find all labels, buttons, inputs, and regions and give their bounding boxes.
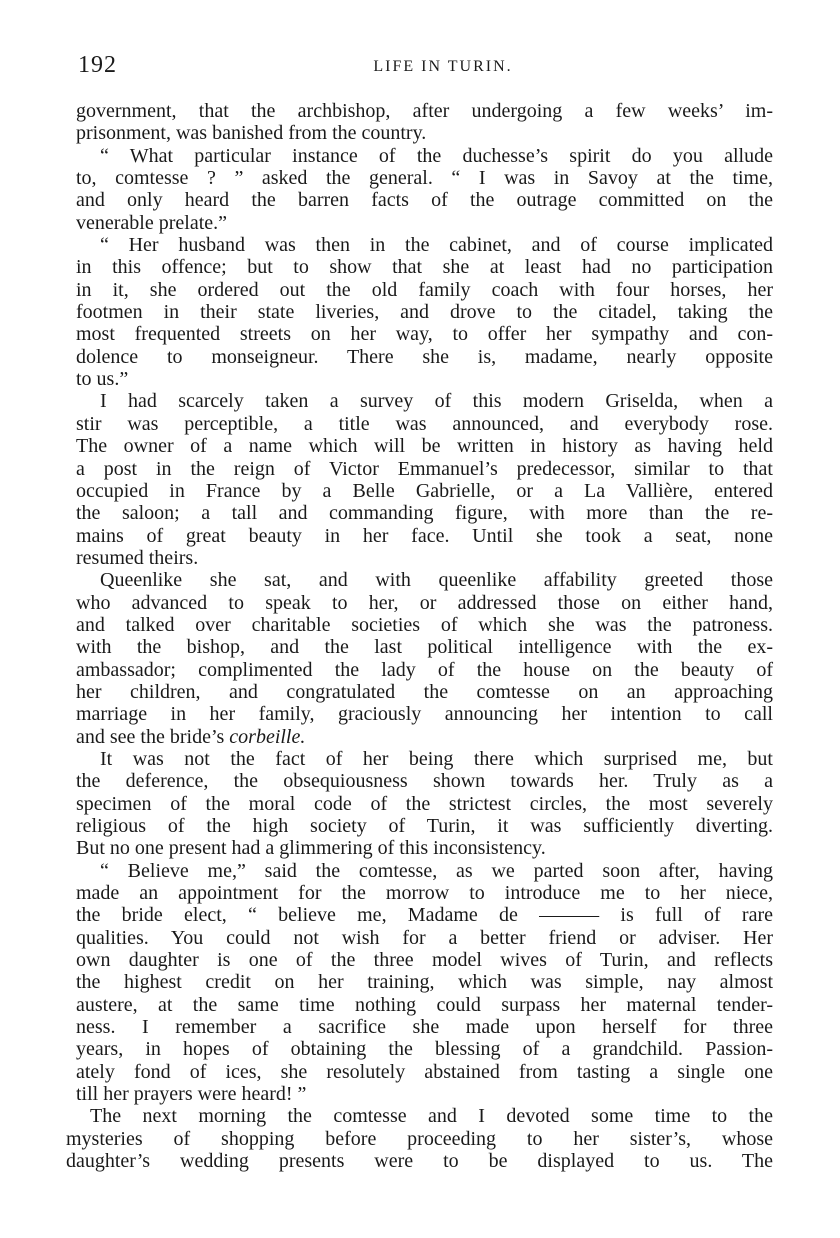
text-line: [76, 145, 773, 167]
text-line-content: occupied in France by a Belle Gabrielle, or a La Vallière, entered: [76, 479, 773, 502]
text-line: [76, 390, 773, 412]
text-line-content: and see the bride’s: [76, 725, 230, 748]
text-line-content: government, that the archbishop, after undergoing a few weeks’ im-: [76, 100, 773, 122]
text-line-content: Queenlike she sat, and with queenlike affability greeted those: [100, 569, 773, 592]
text-line-content: stir was perceptible, a title was announced, and everybody rose.: [76, 412, 773, 435]
text-line: [76, 189, 773, 211]
text-line-content: and talked over charitable societies of which she was the patroness.: [76, 613, 773, 636]
text-line: [76, 860, 773, 882]
text-line: [76, 458, 773, 480]
text-line: [76, 1061, 773, 1083]
text-line: [76, 904, 773, 926]
italic-word: corbeille.: [229, 725, 306, 748]
page-header: [78, 52, 778, 82]
text-line-content: own daughter is one of the three model wives of Turin, and reflects: [76, 949, 773, 972]
text-line-content: I had scarcely taken a survey of this modern Griselda, when a: [100, 390, 773, 413]
text-line-content: resumed theirs.: [76, 546, 199, 569]
text-line-content: till her prayers were heard! ”: [76, 1083, 307, 1106]
text-line: [76, 480, 773, 502]
text-line: [66, 1128, 773, 1150]
text-line: [66, 1105, 773, 1127]
text-line: [76, 815, 773, 837]
text-line-content: to us.”: [76, 368, 129, 391]
page-number: 192: [78, 52, 117, 78]
text-line-content: austere, at the same time nothing could surpass her maternal tender-: [76, 993, 773, 1016]
text-line: [76, 770, 773, 792]
text-line-content: daughter’s wedding presents were to be displayed to us. The: [66, 1150, 773, 1173]
text-line: [76, 122, 773, 144]
text-line-content: and only heard the barren facts of the outrage committed on the: [76, 189, 773, 212]
text-line-content: a post in the reign of Victor Emmanuel’s predecessor, similar to that: [76, 457, 773, 480]
text-line-content: religious of the high society of Turin, it was sufficiently diverting.: [76, 815, 773, 837]
text-line-content: with the bishop, and the last political intelligence with the ex-: [76, 636, 773, 659]
text-line-content: ness. I remember a sacrifice she made upon herself for three: [76, 1016, 773, 1039]
text-line-content: her children, and congratulated the comtesse on an approaching: [76, 680, 773, 703]
text-line-content: qualities. You could not wish for a better friend or adviser. Her: [76, 926, 773, 949]
text-line: [76, 100, 773, 122]
text-line: [76, 703, 773, 725]
text-line-content: But no one present had a glimmering of this inconsistency.: [76, 837, 546, 860]
text-line: [76, 301, 773, 323]
text-line-content: who advanced to speak to her, or addressed those on either hand,: [76, 591, 773, 614]
text-line: [76, 1038, 773, 1060]
text-line: [76, 994, 773, 1016]
text-line-content: the highest credit on her training, which was simple, nay almost: [76, 971, 773, 994]
text-line-content: made an appointment for the morrow to introduce me to her niece,: [76, 882, 773, 905]
text-line: [76, 971, 773, 993]
text-line: [76, 256, 773, 278]
text-line: [76, 592, 773, 614]
text-line-content: prisonment, was banished from the country.: [76, 122, 427, 145]
text-line-content: mains of great beauty in her face. Until she took a seat, none: [76, 524, 773, 547]
text-line-content: years, in hopes of obtaining the blessing of a grandchild. Passion-: [76, 1038, 773, 1061]
text-line-content: “ What particular instance of the duchesse’s spirit do you allude: [100, 144, 773, 167]
text-line: [76, 525, 773, 547]
text-line-content: dolence to monseigneur. There she is, madame, nearly opposite: [76, 345, 773, 368]
text-line-content: specimen of the moral code of the strictest circles, the most severely: [76, 792, 773, 815]
text-line-content: in it, she ordered out the old family coach with four horses, her: [76, 278, 773, 301]
text-line: [76, 681, 773, 703]
text-line-content: The next morning the comtesse and I devoted some time to the: [90, 1105, 773, 1128]
text-line: [76, 502, 773, 524]
running-head: LIFE IN TURIN.: [373, 58, 513, 75]
text-line-content: the deference, the obsequiousness shown towards her. Truly as a: [76, 770, 773, 793]
text-line: [66, 1150, 773, 1172]
text-line: [76, 1016, 773, 1038]
text-line: [76, 167, 773, 189]
text-line: [76, 368, 773, 390]
text-line: [76, 636, 773, 658]
text-line-content: mysteries of shopping before proceeding to her sister’s, whose: [66, 1127, 773, 1150]
text-line: [76, 547, 773, 569]
text-line: [76, 346, 773, 368]
text-line: [76, 614, 773, 636]
text-line-content: ambassador; complimented the lady of the house on the beauty of: [76, 658, 773, 681]
text-line-content: in this offence; but to show that she at least had no participation: [76, 256, 773, 279]
text-line: [76, 435, 773, 457]
text-line: [76, 234, 773, 256]
text-line-content: ately fond of ices, she resolutely abstained from tasting a single one: [76, 1060, 773, 1083]
text-line-content: marriage in her family, graciously announcing her intention to call: [76, 703, 773, 726]
text-line: [76, 323, 773, 345]
text-line-content: “ Her husband was then in the cabinet, and of course implicated: [100, 234, 773, 257]
text-line-content: most frequented streets on her way, to offer her sympathy and con-: [76, 323, 773, 346]
text-line-content: the bride elect, “ believe me, Madame de ——— is full of rare: [76, 904, 773, 927]
text-line-content: The owner of a name which will be written in history as having held: [76, 435, 773, 458]
body-text: [66, 100, 773, 1173]
text-line: [76, 212, 773, 234]
text-line: [76, 927, 773, 949]
text-line: [76, 1083, 773, 1105]
text-line: [76, 659, 773, 681]
text-line: [76, 837, 773, 859]
text-line-content: venerable prelate.”: [76, 211, 228, 234]
text-line-content: the saloon; a tall and commanding figure, with more than the re-: [76, 502, 773, 525]
text-line: [76, 949, 773, 971]
text-line: [76, 413, 773, 435]
text-line: [76, 748, 773, 770]
text-line: [76, 726, 773, 748]
text-line: [76, 279, 773, 301]
text-line-content: It was not the fact of her being there which surprised me, but: [100, 747, 773, 770]
text-line: [76, 569, 773, 591]
text-line-content: to, comtesse ? ” asked the general. “ I was in Savoy at the time,: [76, 167, 773, 190]
text-line-content: “ Believe me,” said the comtesse, as we parted soon after, having: [100, 859, 773, 882]
text-line: [76, 793, 773, 815]
text-line: [76, 882, 773, 904]
text-line-content: footmen in their state liveries, and drove to the citadel, taking the: [76, 301, 773, 324]
